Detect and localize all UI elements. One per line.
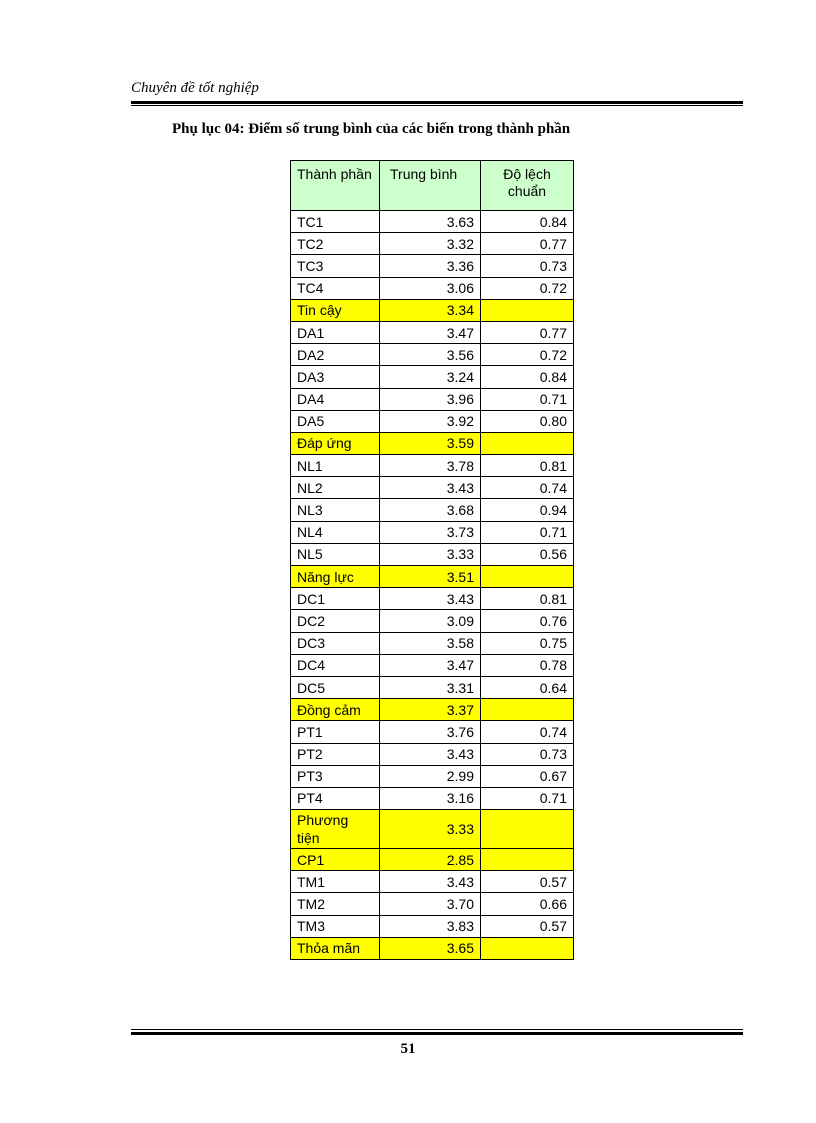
summary-row xyxy=(291,937,574,959)
table-row xyxy=(291,499,574,521)
cell-mean: 3.43 xyxy=(380,477,481,499)
cell-component: PT4 xyxy=(291,787,380,809)
table-row xyxy=(291,233,574,255)
cell-mean: 2.85 xyxy=(380,849,481,871)
cell-std-dev: 0.73 xyxy=(481,743,574,765)
cell-component: Phương tiện xyxy=(291,810,380,849)
table-row xyxy=(291,211,574,233)
cell-mean: 3.43 xyxy=(380,588,481,610)
cell-std-dev: 0.84 xyxy=(481,211,574,233)
table-caption: Phụ lục 04: Điểm số trung bình của các biến trong thành phần xyxy=(172,121,571,137)
cell-component: PT2 xyxy=(291,743,380,765)
cell-std-dev: 0.77 xyxy=(481,233,574,255)
cell-component: Năng lực xyxy=(291,566,380,588)
cell-component: TC4 xyxy=(291,277,380,299)
cell-std-dev: 0.71 xyxy=(481,388,574,410)
cell-component: TM2 xyxy=(291,893,380,915)
cell-std-dev: 0.72 xyxy=(481,277,574,299)
cell-mean: 3.09 xyxy=(380,610,481,632)
cell-std-dev: 0.71 xyxy=(481,521,574,543)
summary-row xyxy=(291,432,574,454)
table-row xyxy=(291,610,574,632)
cell-component: DC4 xyxy=(291,654,380,676)
page-number: 51 xyxy=(400,1041,416,1057)
table-row xyxy=(291,743,574,765)
summary-row xyxy=(291,699,574,721)
table-row xyxy=(291,388,574,410)
cell-std-dev: 0.66 xyxy=(481,893,574,915)
cell-std-dev: 0.81 xyxy=(481,455,574,477)
cell-mean: 3.43 xyxy=(380,871,481,893)
cell-mean: 3.47 xyxy=(380,321,481,343)
cell-mean: 3.56 xyxy=(380,344,481,366)
table-row xyxy=(291,721,574,743)
cell-std-dev xyxy=(481,566,574,588)
cell-component: Tin cậy xyxy=(291,299,380,321)
table-row xyxy=(291,676,574,698)
cell-std-dev: 0.72 xyxy=(481,344,574,366)
cell-mean: 2.99 xyxy=(380,765,481,787)
cell-component: DC1 xyxy=(291,588,380,610)
table-row xyxy=(291,521,574,543)
table-row xyxy=(291,654,574,676)
cell-component: TC3 xyxy=(291,255,380,277)
cell-std-dev: 0.94 xyxy=(481,499,574,521)
cell-component: DC2 xyxy=(291,610,380,632)
table-row xyxy=(291,410,574,432)
summary-row xyxy=(291,566,574,588)
cell-component: DA1 xyxy=(291,321,380,343)
cell-mean: 3.51 xyxy=(380,566,481,588)
cell-component: NL3 xyxy=(291,499,380,521)
cell-mean: 3.36 xyxy=(380,255,481,277)
table-row xyxy=(291,871,574,893)
cell-component: Thỏa mãn xyxy=(291,937,380,959)
table-row xyxy=(291,344,574,366)
cell-std-dev: 0.74 xyxy=(481,721,574,743)
table-row xyxy=(291,765,574,787)
cell-std-dev: 0.57 xyxy=(481,871,574,893)
cell-mean: 3.33 xyxy=(380,810,481,849)
cell-component: DA4 xyxy=(291,388,380,410)
cell-mean: 3.16 xyxy=(380,787,481,809)
summary-row xyxy=(291,810,574,849)
cell-mean: 3.73 xyxy=(380,521,481,543)
cell-component: TC2 xyxy=(291,233,380,255)
cell-mean: 3.78 xyxy=(380,455,481,477)
header-rule-thin xyxy=(131,105,743,106)
table-body xyxy=(291,211,574,960)
cell-std-dev: 0.67 xyxy=(481,765,574,787)
cell-mean: 3.33 xyxy=(380,543,481,565)
cell-std-dev: 0.56 xyxy=(481,543,574,565)
cell-std-dev: 0.64 xyxy=(481,676,574,698)
table-row xyxy=(291,455,574,477)
header-rule-thick xyxy=(131,101,743,104)
cell-component: NL4 xyxy=(291,521,380,543)
running-header: Chuyên đề tốt nghiệp xyxy=(131,80,259,96)
cell-std-dev: 0.57 xyxy=(481,915,574,937)
cell-mean: 3.43 xyxy=(380,743,481,765)
table-row xyxy=(291,366,574,388)
cell-mean: 3.70 xyxy=(380,893,481,915)
cell-mean: 3.32 xyxy=(380,233,481,255)
cell-std-dev xyxy=(481,937,574,959)
table-row xyxy=(291,915,574,937)
cell-std-dev: 0.71 xyxy=(481,787,574,809)
table-row xyxy=(291,321,574,343)
cell-mean: 3.83 xyxy=(380,915,481,937)
cell-std-dev: 0.76 xyxy=(481,610,574,632)
cell-std-dev xyxy=(481,810,574,849)
header-component: Thành phần xyxy=(291,161,380,211)
cell-mean: 3.65 xyxy=(380,937,481,959)
table-row xyxy=(291,787,574,809)
cell-component: NL2 xyxy=(291,477,380,499)
cell-mean: 3.47 xyxy=(380,654,481,676)
cell-mean: 3.58 xyxy=(380,632,481,654)
cell-component: NL5 xyxy=(291,543,380,565)
cell-component: TC1 xyxy=(291,211,380,233)
cell-std-dev: 0.75 xyxy=(481,632,574,654)
cell-std-dev: 0.84 xyxy=(481,366,574,388)
cell-mean: 3.63 xyxy=(380,211,481,233)
cell-component: CP1 xyxy=(291,849,380,871)
cell-component: TM3 xyxy=(291,915,380,937)
cell-component: Đồng cảm xyxy=(291,699,380,721)
cell-component: NL1 xyxy=(291,455,380,477)
cell-std-dev xyxy=(481,432,574,454)
cell-std-dev: 0.77 xyxy=(481,321,574,343)
summary-row xyxy=(291,299,574,321)
footer-rule-thin xyxy=(131,1029,743,1030)
cell-mean: 3.92 xyxy=(380,410,481,432)
cell-mean: 3.24 xyxy=(380,366,481,388)
cell-mean: 3.68 xyxy=(380,499,481,521)
footer-rule-thick xyxy=(131,1032,743,1035)
cell-component: DC5 xyxy=(291,676,380,698)
table-row xyxy=(291,255,574,277)
cell-std-dev xyxy=(481,699,574,721)
header-mean: Trung bình xyxy=(380,161,481,211)
table-row xyxy=(291,543,574,565)
cell-mean: 3.34 xyxy=(380,299,481,321)
cell-std-dev: 0.74 xyxy=(481,477,574,499)
cell-component: DA3 xyxy=(291,366,380,388)
cell-std-dev: 0.80 xyxy=(481,410,574,432)
table-row xyxy=(291,632,574,654)
cell-component: PT1 xyxy=(291,721,380,743)
cell-std-dev xyxy=(481,849,574,871)
cell-mean: 3.37 xyxy=(380,699,481,721)
cell-component: DC3 xyxy=(291,632,380,654)
cell-component: DA2 xyxy=(291,344,380,366)
table-row xyxy=(291,893,574,915)
cell-mean: 3.31 xyxy=(380,676,481,698)
cell-mean: 3.96 xyxy=(380,388,481,410)
cell-mean: 3.06 xyxy=(380,277,481,299)
mean-scores-table xyxy=(290,160,574,960)
cell-component: TM1 xyxy=(291,871,380,893)
cell-std-dev: 0.81 xyxy=(481,588,574,610)
cell-mean: 3.76 xyxy=(380,721,481,743)
cell-component: PT3 xyxy=(291,765,380,787)
cell-std-dev: 0.78 xyxy=(481,654,574,676)
table-row xyxy=(291,277,574,299)
table-header-row xyxy=(291,161,574,211)
cell-mean: 3.59 xyxy=(380,432,481,454)
cell-component: Đáp ứng xyxy=(291,432,380,454)
table-row xyxy=(291,588,574,610)
cell-std-dev: 0.73 xyxy=(481,255,574,277)
header-std-dev: Độ lệch chuẩn xyxy=(481,161,574,211)
cell-component: DA5 xyxy=(291,410,380,432)
table-row xyxy=(291,477,574,499)
cell-std-dev xyxy=(481,299,574,321)
summary-row xyxy=(291,849,574,871)
